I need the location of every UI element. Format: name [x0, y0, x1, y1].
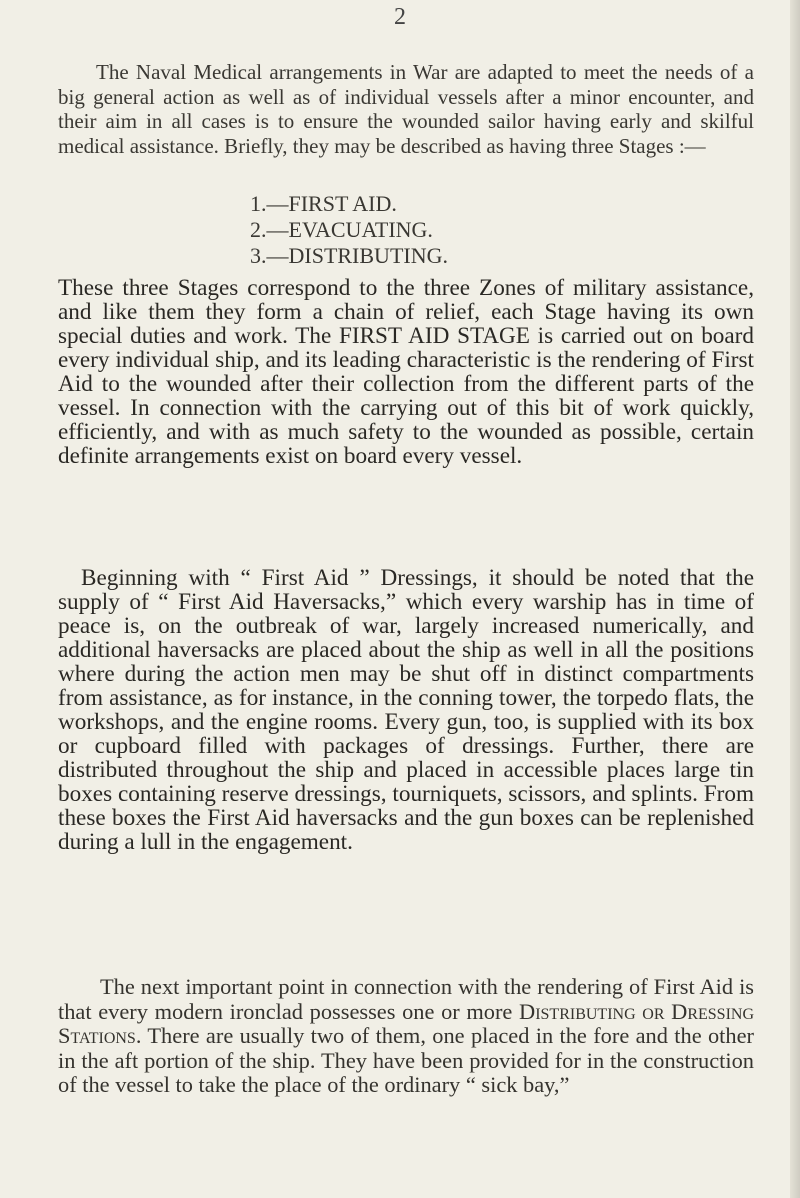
stages-list [250, 191, 448, 269]
dressing-stations-term: Distributing or Dressing Stations [58, 998, 755, 1049]
paragraph-first-aid-dressings: Beginning with “ First Aid ” Dressings, it should be noted that the supply of “ First Aid Haversacks,” which every warship has in time of peace is, on the outbreak of war, largely increased numerically, and additional haversacks are placed about the ship as well in all the positions where during the action men may be shut off in distinct compartments from assistance, as for instance, in the conning tower, the torpedo flats, the workshops, and the engine rooms. Every gun, too, is supplied with its box or cupboard filled with packages of dressings. Further, there are distributed throughout the ship and placed in accessible places large tin boxes containing reserve dressings, tourniquets, scissors, and splints. From these boxes the First Aid haversacks and the gun boxes can be replenished during a lull in the engagement. [58, 565, 754, 855]
paragraph-stages-zones: These three Stages correspond to the three Zones of military assistance, and like them they form a chain of relief, each Stage having its own special duties and work. The FIRST AID STAGE is carried out on board every individual ship, and its leading characteristic is the rendering of First Aid to the wounded after their collection from the different parts of the vessel. In connection with the carrying out of this bit of work quickly, efficiently, and with as much safety to the wounded as possible, certain definite arrangements exist on board every vessel. [58, 275, 754, 469]
paragraph-3-text-after: . There are usually two of them, one placed in the fore and the other in the aft portion of the ship. They have been provided for in the construction of the vessel to take the place of the ordinary “ sick bay,” [58, 1023, 754, 1098]
page-edge [790, 0, 800, 1198]
stage-item-evacuating: 2.—EVACUATING. [250, 217, 433, 242]
stage-item-first-aid: 1.—FIRST AID. [250, 191, 397, 216]
paragraph-3-text-before: The next important point in connection with the rendering of First Aid is that every modern ironclad possesses one or more [58, 974, 754, 1024]
paragraph-dressing-stations [58, 975, 754, 1098]
intro-paragraph: The Naval Medical arrangements in War are adapted to meet the needs of a big general action as well as of individual vessels after a minor encounter, and their aim in all cases is to ensure the wounded sailor having early and skilful medical assistance. Briefly, they may be described as having three Stages :— [58, 60, 754, 158]
page-number: 2 [394, 4, 406, 30]
stage-item-distributing: 3.—DISTRIBUTING. [250, 243, 448, 268]
